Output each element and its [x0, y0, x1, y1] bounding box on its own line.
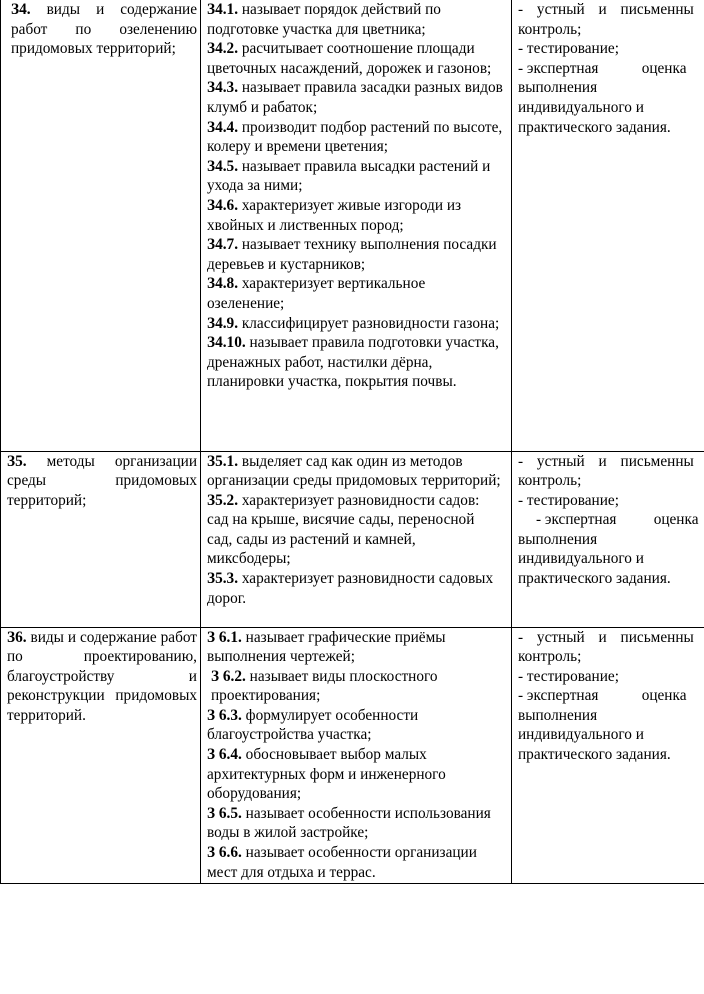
method-oral-written-cont: контроль;: [518, 20, 582, 38]
competence-text: [7, 0, 197, 59]
method-expert-line: [518, 686, 704, 706]
criterion-item: З4.5. называет правила высадки растений и ухода за ними;: [207, 157, 491, 195]
method-oral-written: - устный и письменны: [518, 452, 694, 470]
competence-cell: [1, 451, 201, 627]
criterion-item: З 6.5. называет особенности использования воды в жилой застройке;: [207, 804, 491, 842]
criterion-item: З4.7. называет технику выполнения посадки деревьев и кустарников;: [207, 236, 497, 273]
method-oral-written: - устный и письменны: [518, 1, 694, 18]
method-expert-rating: оценка: [653, 511, 699, 529]
criteria-cell: [201, 627, 512, 883]
competence-text: [7, 628, 197, 726]
criteria-cell: [201, 0, 512, 451]
criterion-item: З5.2. характеризует разновидности садов: сад на крыше, висячие сады, переносной сад, сады из растений и камней, миксбодеры;: [207, 491, 480, 568]
method-testing: - тестирование;: [518, 40, 619, 58]
method-expert: - экспертная: [536, 511, 617, 529]
method-expert-cont: индивидуального и: [518, 98, 644, 116]
criterion-item: З4.1. называет порядок действий по подготовке участка для цветника;: [207, 1, 441, 38]
criterion-item: З5.1. выделяет сад как один из методов организации среды придомовых территорий;: [207, 452, 501, 490]
criterion-item: З4.10. называет правила подготовки участка, дренажных работ, настилки дёрна, планировки участка, покрытия почвы.: [207, 334, 499, 391]
method-testing: - тестирование;: [518, 667, 619, 685]
method-expert-cont: выполнения: [518, 79, 598, 97]
criterion-item: З4.9. классифицирует разновидности газона;: [207, 314, 500, 332]
competence-code: З4.: [11, 1, 31, 18]
table-row-z6: [1, 627, 704, 883]
method-expert: - экспертная: [518, 687, 599, 705]
criterion-item: З5.3. характеризует разновидности садовых дорог.: [207, 570, 494, 607]
method-oral-written-cont: контроль;: [518, 472, 582, 490]
methods-cell: [512, 451, 704, 627]
criterion-item: З4.4. производит подбор растений по высоте, колеру и времени цветения;: [207, 118, 503, 156]
criterion-item: З 6.4. обосновывает выбор малых архитектурных форм и инженерного оборудования;: [207, 746, 446, 803]
method-expert-cont: индивидуального и: [518, 726, 644, 744]
competence-code: З6.: [7, 628, 27, 646]
competence-cell: [1, 627, 201, 883]
method-oral-written-cont: контроль;: [518, 648, 582, 666]
competence-text: [7, 452, 197, 511]
method-expert-line: [518, 59, 704, 79]
criterion-item: З 6.6. называет особенности организации мест для отдыха и террас.: [207, 844, 477, 881]
criterion-item: З 6.2. называет виды плоскостного проектирования;: [211, 667, 438, 705]
method-oral-written: - устный и письменны: [518, 628, 694, 646]
criterion-item: З4.8. характеризует вертикальное озеленение;: [207, 275, 426, 312]
competence-description: виды и содержание работ по проектированию, благоустройству и реконструкции придомовых территорий.: [7, 628, 197, 724]
table-row-z5: [1, 451, 704, 627]
method-expert-cont: практического задания.: [518, 746, 671, 764]
criterion-item: З 6.3. формулирует особенности благоустройства участка;: [207, 706, 419, 744]
method-expert-cont: практического задания.: [518, 570, 671, 588]
criterion-item: З 6.1. называет графические приёмы выполнения чертежей;: [207, 628, 446, 666]
competence-description: методы организации среды придомовых территорий;: [7, 452, 198, 509]
method-testing: - тестирование;: [518, 491, 619, 509]
competence-cell: [1, 0, 201, 451]
method-expert-cont: выполнения: [518, 530, 598, 548]
criterion-item: З4.3. называет правила засадки разных видов клумб и рабаток;: [207, 79, 503, 116]
methods-cell: [512, 627, 704, 883]
criteria-cell: [201, 451, 512, 627]
method-expert-rating: оценка: [641, 687, 687, 705]
method-expert-line: [518, 510, 704, 530]
method-expert-cont: индивидуального и: [518, 550, 644, 568]
criterion-item: З4.2. расчитывает соотношение площади цветочных насаждений, дорожек и газонов;: [207, 40, 492, 77]
method-expert: - экспертная: [518, 59, 599, 77]
table-row-z4: [1, 0, 704, 451]
method-expert-cont: практического задания.: [518, 118, 671, 136]
competence-description: виды и содержание работ по озеленению придомовых территорий;: [11, 1, 198, 58]
criterion-item: З4.6. характеризует живые изгороди из хвойных и лиственных пород;: [207, 196, 462, 234]
method-expert-cont: выполнения: [518, 706, 598, 724]
competence-code: З5.: [7, 452, 27, 470]
method-expert-rating: оценка: [641, 59, 687, 77]
methods-cell: [512, 0, 704, 451]
